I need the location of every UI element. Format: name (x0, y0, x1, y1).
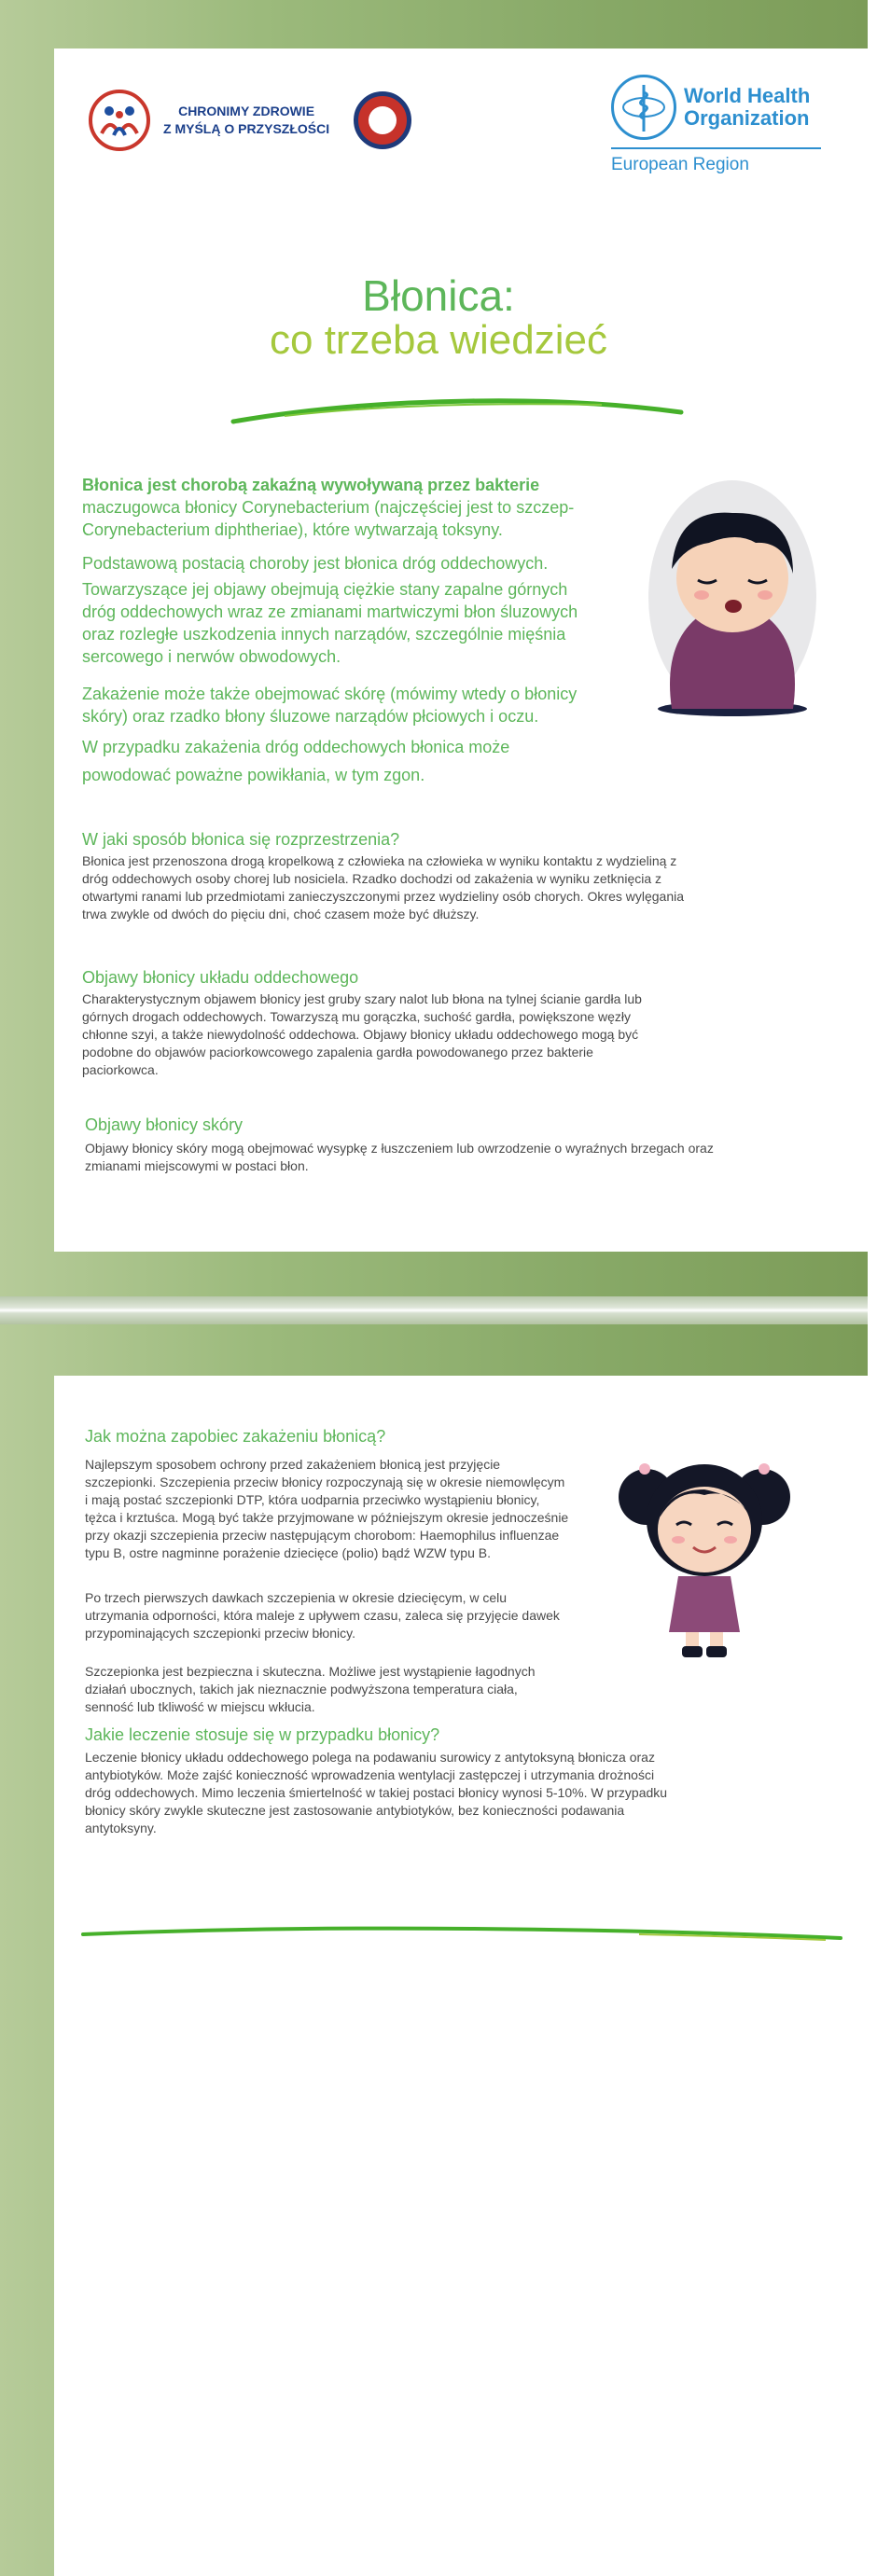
intro-paragraph-4: Zakażenie może także obejmować skórę (mówimy wtedy o błonicy skóry) oraz rzadko błony śluzowe narządów płciowych i oczu. (82, 685, 578, 726)
bottom-brush-stroke (79, 1921, 844, 1944)
intro-paragraph-1 (82, 474, 623, 541)
spread-heading: W jaki sposób błonica się rozprzestrzenia? (82, 830, 400, 849)
intro-lead-rest: maczugowca błonicy Corynebacterium (najczęściej jest to szczep-Corynebacterium diphtheriae), które wytwarzają toksyny. (82, 498, 575, 539)
intro-lead: Błonica jest chorobą zakaźną wywoływaną przez bakterie (82, 476, 540, 494)
treatment-body: Leczenie błonicy układu oddechowego polega na podawaniu surowicy z antytoksyną błonicza oraz antybiotyków. Może zajść konieczność wprowadzenia wentylacji zastępczej i utrzymania drożności dróg oddechowych. Mimo leczenia śmiertelność w takiej postaci błonicy wynosi 5-10%. W przypadku błonicy skóry zwykle skuteczne jest zastosowanie antybiotyków, bez konieczności podawania antytoksyny. (85, 1750, 668, 1835)
prevention-paragraph-3: Szczepionka jest bezpieczna i skuteczna. Możliwe jest wystąpienie łagodnych działań ubocznych, takich jak nieznacznie podwyższona temperatura ciała, senność lub tkliwość w miejscu wkłucia. (85, 1664, 536, 1714)
prevention-paragraph-1: Najlepszym sposobem ochrony przed zakażeniem błonicą jest przyjęcie szczepionki. Szczepienia przeciw błonicy rozpoczynają się w okresie niemowlęcym i mają postać szczepionki DTP, która uodparnia przeciwko wystąpieniu błonicy, tężca i krztuśca. Mogą być także przyjmowane w późniejszym okresie jednocześnie przy okazji szczepienia przeciw następującym chorobom: Haemophilus influenzae typu B, ostre nagminne porażenie dziecięce (polio) bądź WZW typu B. (85, 1457, 569, 1560)
page-divider (0, 1296, 868, 1324)
skin-body: Objawy błonicy skóry mogą obejmować wysypkę z łuszczeniem lub owrzodzenie o wyraźnych brzegach oraz zmianami miejscowymi w postaci błon. (85, 1141, 714, 1173)
page-title: Błonica: (362, 271, 515, 320)
who-emblem-icon (611, 75, 676, 140)
sick-boy-illustration (644, 476, 821, 718)
who-logo (611, 75, 821, 175)
who-name: World Health Organization (684, 84, 811, 130)
campaign-logo-text: CHRONIMY ZDROWIE Z MYŚLĄ O PRZYSZŁOŚCI (163, 104, 330, 136)
skin-heading: Objawy błonicy skóry (85, 1115, 244, 1134)
ministry-seal-icon (354, 91, 411, 149)
happy-girl-illustration (611, 1432, 798, 1660)
treatment-heading: Jakie leczenie stosuje się w przypadku błonicy? (85, 1725, 440, 1744)
campaign-logo (89, 90, 411, 151)
who-region: European Region (611, 155, 749, 174)
who-rule (611, 147, 821, 149)
respiratory-body: Charakterystycznym objawem błonicy jest gruby szary nalot lub błona na tylnej ścianie gardła lub górnych drogach oddechowych. Towarzyszą mu gorączka, suchość gardła, powiększone węzły chłonne szyi, a także niewydolność oddechowa. Objawy błonicy układu oddechowego mogą być podobne do objawów paciorkowcowego zapalenia gardła powodowanego przez bakterie paciorkowca. (82, 991, 642, 1077)
intro-paragraph-5: W przypadku zakażenia dróg oddechowych błonica może powodować poważne powikłania, w tym zgon. (82, 738, 510, 784)
title-brush-stroke (229, 392, 686, 429)
intro-paragraph-3: Towarzyszące jej objawy obejmują ciężkie stany zapalne górnych dróg oddechowych wraz ze zmianami martwiczymi błon śluzowych oraz rozległe uszkodzenia innych narządów, szczególnie mięśnia sercowego i nerwów obwodowych. (82, 580, 578, 666)
intro-paragraph-2: Podstawową postacią choroby jest błonica dróg oddechowych. (82, 554, 549, 573)
family-logo-icon (89, 90, 150, 151)
page-subtitle: co trzeba wiedzieć (270, 317, 607, 363)
spread-body: Błonica jest przenoszona drogą kropelkową z człowieka na człowieka w wyniku kontaktu z wydzieliną z dróg oddechowych osoby chorej lub nosiciela. Rzadko dochodzi od zakażenia w wyniku zetknięcia z otwartymi ranami lub przedmiotami zanieczyszczonymi przez wydzieliny osób chorych. Okres wylęgania trwa zwykle od dwóch do pięciu dni, choć czasem może być dłuższy. (82, 853, 685, 921)
prevention-heading: Jak można zapobiec zakażeniu błonicą? (85, 1427, 386, 1446)
respiratory-heading: Objawy błonicy układu oddechowego (82, 968, 359, 987)
prevention-paragraph-2: Po trzech pierwszych dawkach szczepienia w okresie dziecięcym, w celu utrzymania odporności, która maleje z upływem czasu, zaleca się przyjęcie dawek przypominających szczepionki przeciw błonicy. (85, 1590, 560, 1641)
